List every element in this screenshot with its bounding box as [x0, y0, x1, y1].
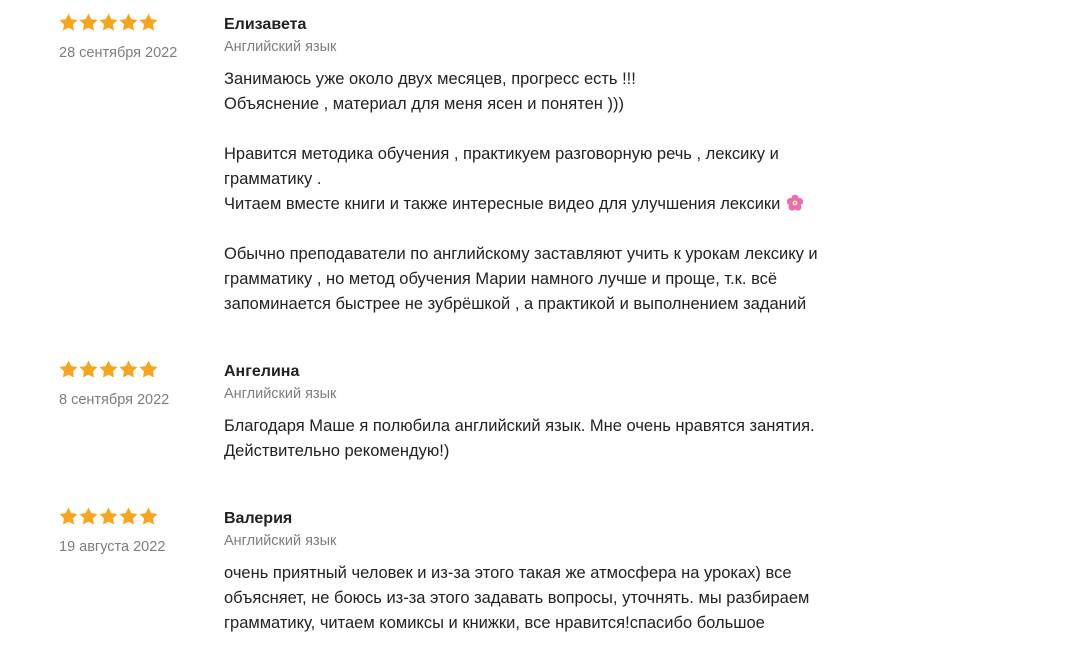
review-text-line: запоминается быстрее не зубрёшкой , а практикой и выполнением заданий — [224, 295, 807, 313]
review-text-line: Действительно рекомендую!) — [224, 442, 450, 460]
review-date: 19 августа 2022 — [59, 539, 166, 555]
review-text — [224, 414, 864, 464]
star-icon — [99, 360, 118, 378]
review-text-line: Обычно преподаватели по английскому заставляют учить к урокам лексику и — [224, 245, 818, 263]
review-text-line: грамматику , но метод обучения Марии намного лучше и проще, т.к. всё — [224, 270, 778, 288]
review-text-line — [224, 217, 864, 242]
review-text-line: очень приятный человек и из-за этого такая же атмосфера на уроках) все — [224, 564, 792, 582]
rating-stars — [59, 13, 158, 31]
rating-stars — [59, 507, 158, 525]
review-subject: Английский язык — [224, 533, 337, 549]
star-icon — [59, 13, 78, 31]
review-text-line: Нравится методика обучения , практикуем разговорную речь , лексику и — [224, 145, 779, 163]
review-date: 8 сентября 2022 — [59, 392, 170, 408]
star-icon — [119, 360, 138, 378]
star-icon — [59, 360, 78, 378]
star-icon — [139, 507, 158, 525]
rating-stars — [59, 360, 158, 378]
review-text-line: грамматику, читаем комиксы и книжки, все нравится!спасибо большое — [224, 614, 765, 632]
cherry-blossom-icon — [786, 194, 804, 212]
star-icon — [79, 13, 98, 31]
review-text-line: Благодаря Маше я полюбила английский язык. Мне очень нравятся занятия. — [224, 417, 815, 435]
review-subject: Английский язык — [224, 386, 337, 402]
review-text-line: объясняет, не боюсь из-за этого задавать вопросы, уточнять. мы разбираем — [224, 589, 810, 607]
star-icon — [59, 507, 78, 525]
review-text-line — [224, 117, 864, 142]
review-text-line: грамматику . — [224, 170, 322, 188]
review-subject: Английский язык — [224, 39, 337, 55]
review-date: 28 сентября 2022 — [59, 45, 178, 61]
star-icon — [79, 360, 98, 378]
review-author: Елизавета — [224, 16, 307, 33]
review-text-line-with-emoji — [224, 192, 864, 217]
review-text-line: Занимаюсь уже около двух месяцев, прогресс есть !!! — [224, 70, 636, 88]
star-icon — [119, 507, 138, 525]
review-text — [224, 67, 864, 317]
star-icon — [139, 13, 158, 31]
star-icon — [139, 360, 158, 378]
star-icon — [79, 507, 98, 525]
star-icon — [119, 13, 138, 31]
star-icon — [99, 13, 118, 31]
star-icon — [99, 507, 118, 525]
review-text — [224, 561, 864, 636]
review-author: Ангелина — [224, 363, 300, 380]
review-author: Валерия — [224, 510, 293, 527]
review-text-line-text: Читаем вместе книги и также интересные видео для улучшения лексики — [224, 195, 781, 213]
review-text-line: Объяснение , материал для меня ясен и понятен ))) — [224, 95, 624, 113]
